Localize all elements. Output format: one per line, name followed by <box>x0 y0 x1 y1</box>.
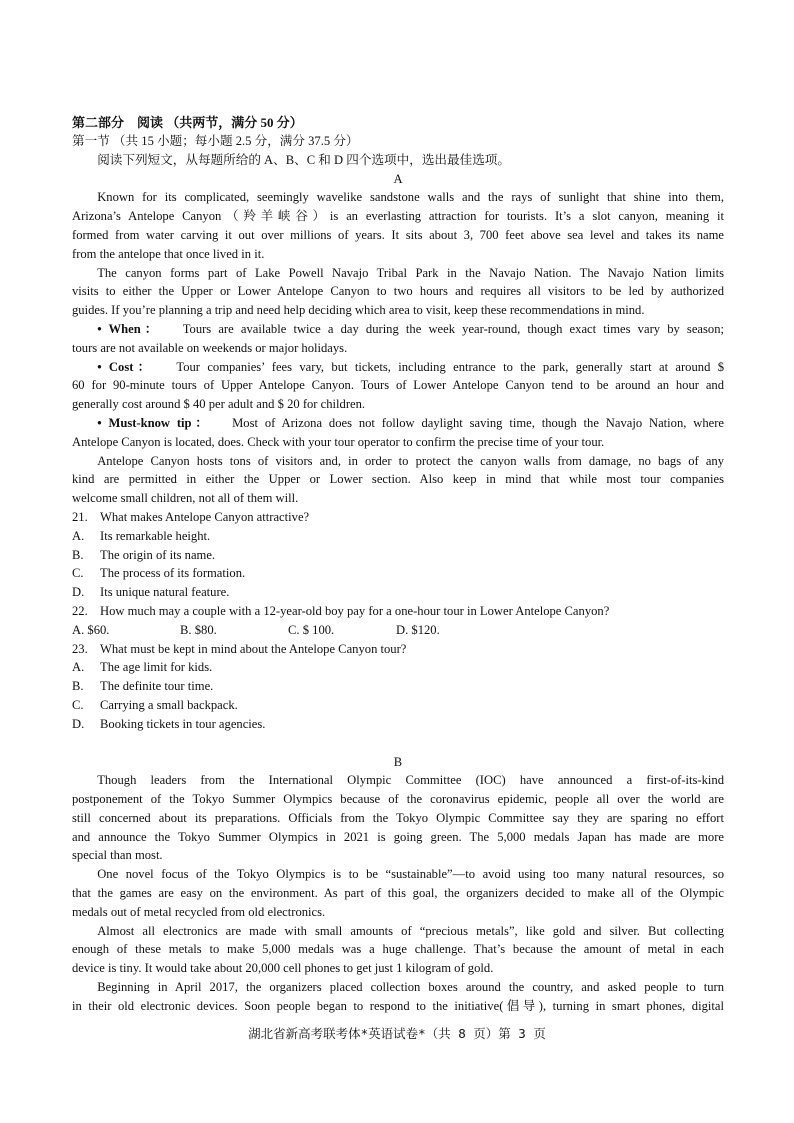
option-text: The age limit for kids. <box>100 660 213 675</box>
question-22 <box>72 602 724 621</box>
bullet-when-cont: tours are not available on weekends or major holidays. <box>72 340 348 355</box>
option-text: Carrying a small backpack. <box>100 697 238 712</box>
passage-a-line: Known for its complicated, seemingly wavelike sandstone walls and the rays of sunlight that shine into them, <box>97 190 724 205</box>
passage-b-line: Almost all electronics are made with small amounts of “precious metals”, like gold and silver. But collecting <box>97 923 724 938</box>
bullet-tip-cont: Antelope Canyon is located, does. Check with your tour operator to confirm the precise time of your tour. <box>72 434 605 449</box>
bullet-when <box>72 320 724 339</box>
bullet-label: • When： <box>97 321 162 336</box>
passage-a-line: from the antelope that once lived in it. <box>72 246 265 261</box>
question-number: 23. <box>72 641 88 656</box>
passage-b-label: B <box>393 754 403 769</box>
part-header <box>72 114 724 132</box>
bullet-label: • Cost： <box>97 359 155 374</box>
question-number: 21. <box>72 509 88 524</box>
passage-b-line: device is tiny. It would take about 20,000 cell phones to get just 1 kilogram of gold. <box>72 961 494 976</box>
option-text: The origin of its name. <box>100 547 216 562</box>
passage-b-line: Though leaders from the International Olympic Committee (IOC) have announced a first-of-its-kind <box>97 773 724 788</box>
page-footer: 湖北省新高考联考体*英语试卷*（共 8 页）第 3 页 <box>248 1026 546 1041</box>
passage-b-line: in their old electronic devices. Soon people began to respond to the initiative(倡导), turning in smart phones, digital <box>72 998 724 1013</box>
option-21-a[interactable] <box>72 527 724 546</box>
passage-b-line: still concerned about its preparations. Officials from the Tokyo Olympic Committee say they are sparing no effort <box>72 810 724 825</box>
option-key: A. <box>72 622 85 637</box>
passage-a-line: visits to either the Upper or Lower Antelope Canyon to two hours and requires all visitors to be led by authorized <box>72 284 724 299</box>
bullet-cost-cont: 60 for 90-minute tours of Upper Antelope Canyon. Tours of Lower Antelope Canyon tend to be around an hour and <box>72 378 724 393</box>
option-text: The process of its formation. <box>100 566 246 581</box>
option-text: Booking tickets in tour agencies. <box>100 716 266 731</box>
options-22 <box>72 621 724 640</box>
question-number: 22. <box>72 603 88 618</box>
question-23 <box>72 640 724 659</box>
passage-a-line: welcome small children, not all of them will. <box>72 491 299 506</box>
part-score: （共两节，满分 50 分） <box>166 115 303 130</box>
option-key: C. <box>72 697 84 712</box>
option-key: B. <box>72 547 84 562</box>
passage-b-line: enough of these metals to make 5,000 medals was a huge challenge. That’s because the amount of metal in each <box>72 942 724 957</box>
passage-b-line: that the games are easy on the environment. As part of this goal, the organizers decided to make all of the Olympic <box>72 886 724 901</box>
bullet-text: Tour companies’ fees vary, but tickets, including entrance to the park, generally start at around $ <box>176 359 724 374</box>
option-text: $ 100. <box>302 622 335 637</box>
option-21-c[interactable] <box>72 564 724 583</box>
question-21 <box>72 508 724 527</box>
option-22-c[interactable] <box>288 621 396 640</box>
passage-b-line: special than most. <box>72 848 163 863</box>
option-text: Its unique natural feature. <box>100 585 230 600</box>
option-key: B. <box>180 622 192 637</box>
passage-a-line: Arizona’s Antelope Canyon（羚羊峡谷）is an everlasting attraction for tourists. It’s a slot canyon, meaning it <box>72 209 724 224</box>
option-key: C. <box>288 622 300 637</box>
question-text: What must be kept in mind about the Antelope Canyon tour? <box>100 641 407 656</box>
section-header: 第一节 （共 15 小题；每小题 2.5 分，满分 37.5 分） <box>72 134 359 148</box>
instructions: 阅读下列短文，从每题所给的 A、B、C 和 D 四个选项中，选出最佳选项。 <box>97 152 510 167</box>
option-23-d[interactable] <box>72 715 724 734</box>
option-21-d[interactable] <box>72 583 724 602</box>
passage-a-line: Antelope Canyon hosts tons of visitors and, in order to protect the canyon walls from damage, no bags of any <box>97 453 724 468</box>
option-key: D. <box>72 585 85 600</box>
bullet-cost-cont: generally cost around $ 40 per adult and $ 20 for children. <box>72 397 366 412</box>
passage-a-line: kind are permitted in either the Upper or Lower section. Also keep in mind that while most tour companies <box>72 472 724 487</box>
question-text: What makes Antelope Canyon attractive? <box>100 509 310 524</box>
option-22-a[interactable] <box>72 621 180 640</box>
option-key: D. <box>396 622 409 637</box>
option-text: $80. <box>194 622 217 637</box>
passage-a-line: formed from water carving it out over millions of years. It sits about 3, 700 feet above sea level and takes its name <box>72 227 724 242</box>
option-text: $60. <box>87 622 110 637</box>
option-key: A. <box>72 660 85 675</box>
bullet-label: • Must-know tip： <box>97 415 212 430</box>
option-23-b[interactable] <box>72 677 724 696</box>
option-23-c[interactable] <box>72 696 724 715</box>
passage-b-line: Beginning in April 2017, the organizers placed collection boxes around the country, and asked people to turn <box>97 980 724 995</box>
option-key: C. <box>72 566 84 581</box>
exam-page <box>72 114 724 1016</box>
part-title: 第二部分 阅读 <box>72 115 164 130</box>
bullet-tip <box>72 414 724 433</box>
option-text: Its remarkable height. <box>100 528 211 543</box>
bullet-cost <box>72 358 724 377</box>
question-text: How much may a couple with a 12-year-old boy pay for a one-hour tour in Lower Antelope Canyon? <box>100 603 610 618</box>
option-21-b[interactable] <box>72 546 724 565</box>
section-gap <box>72 734 724 753</box>
passage-b-line: medals out of metal recycled from old electronics. <box>72 904 326 919</box>
option-23-a[interactable] <box>72 658 724 677</box>
option-key: D. <box>72 716 85 731</box>
passage-b-line: postponement of the Tokyo Summer Olympics because of the coronavirus epidemic, people all over the world are <box>72 792 724 807</box>
passage-a-label: A <box>393 171 403 186</box>
bullet-text: Most of Arizona does not follow daylight saving time, though the Navajo Nation, where <box>232 415 725 430</box>
bullet-text: Tours are available twice a day during the week year-round, though exact times vary by season; <box>182 321 724 336</box>
option-key: A. <box>72 528 85 543</box>
passage-b-line: and announce the Tokyo Summer Olympics in 2021 is going green. The 5,000 medals Japan has made are more <box>72 829 724 844</box>
passage-a-line: guides. If you’re planning a trip and need help deciding which area to visit, keep these recommendations in mind. <box>72 303 645 318</box>
passage-b-line: One novel focus of the Tokyo Olympics is to be “sustainable”—to avoid using too many natural resources, so <box>97 867 724 882</box>
option-22-d[interactable] <box>396 621 504 640</box>
option-text: $120. <box>411 622 440 637</box>
option-22-b[interactable] <box>180 621 288 640</box>
option-key: B. <box>72 679 84 694</box>
passage-a-line: The canyon forms part of Lake Powell Navajo Tribal Park in the Navajo Nation. The Navajo Nation limits <box>97 265 724 280</box>
option-text: The definite tour time. <box>100 679 214 694</box>
